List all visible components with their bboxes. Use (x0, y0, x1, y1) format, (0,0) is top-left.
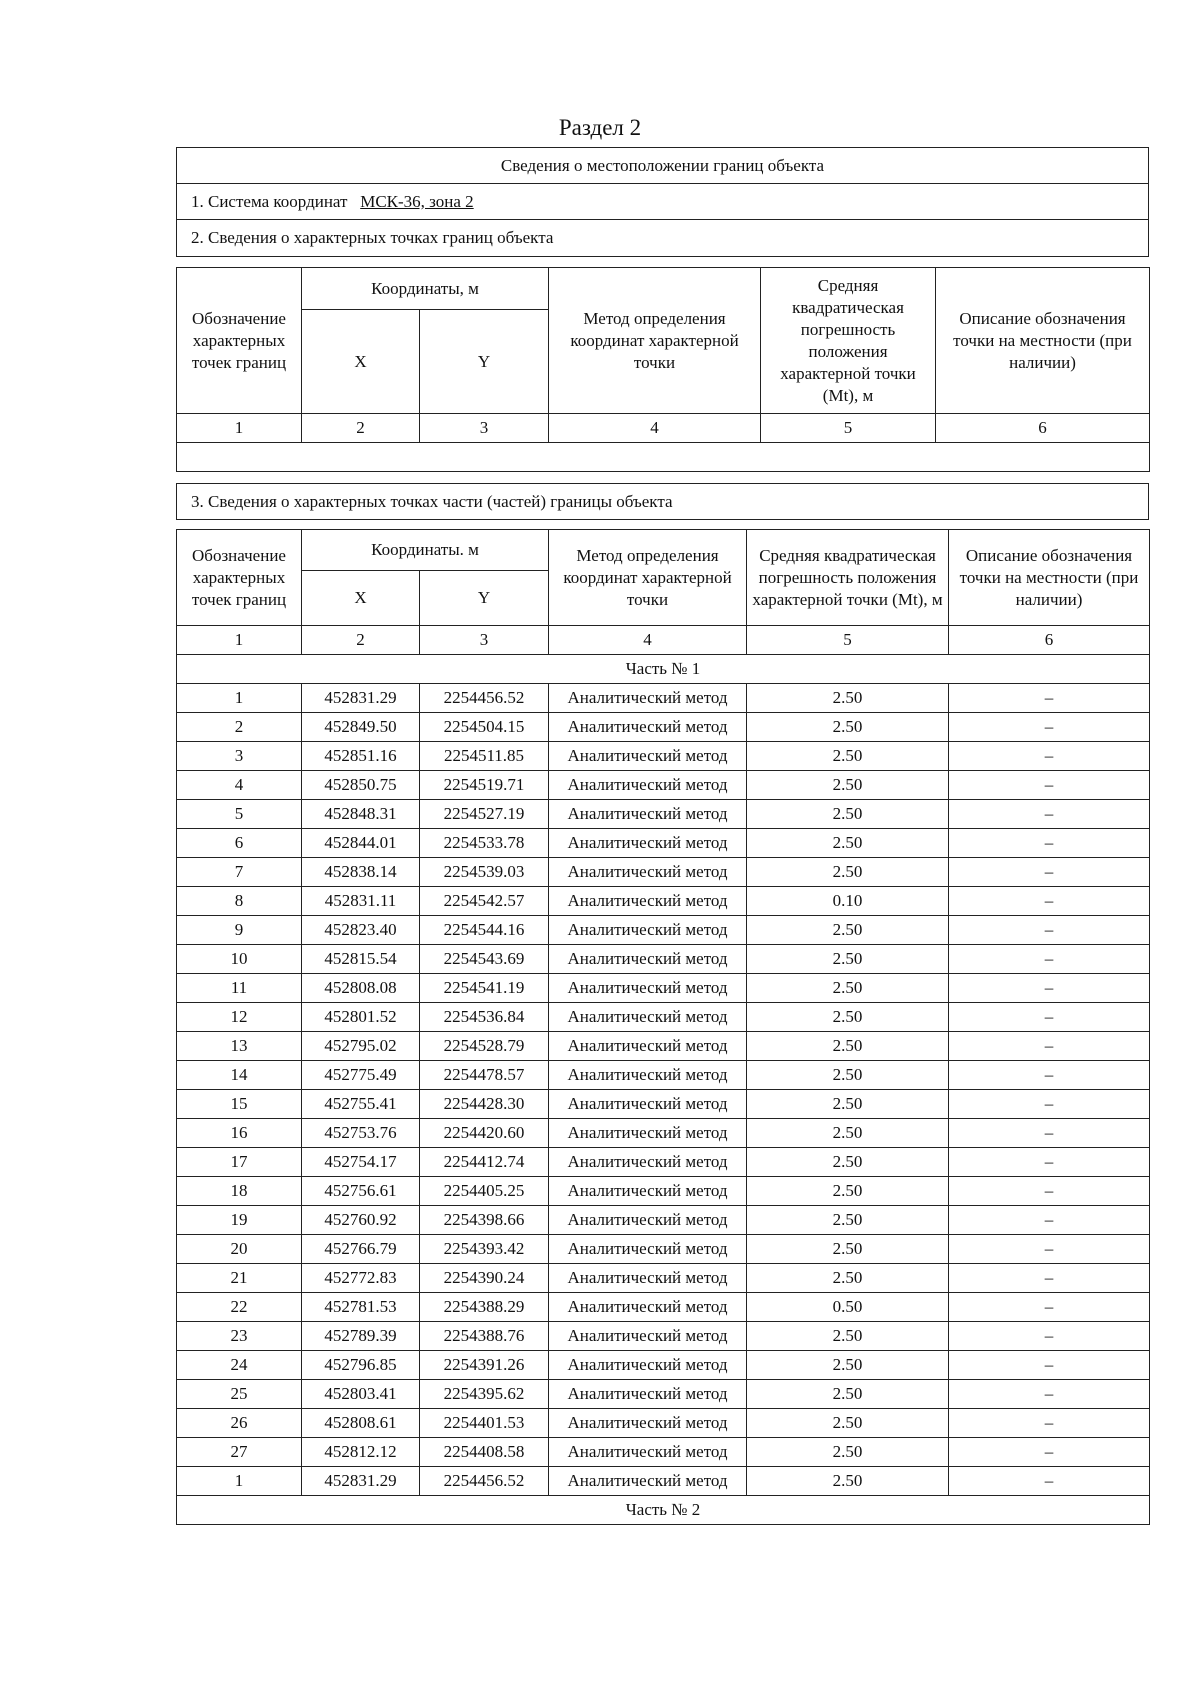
mean-error: 2.50 (747, 742, 949, 771)
boundary-points-table (176, 267, 1150, 472)
description: – (949, 800, 1150, 829)
coord-y: 2254542.57 (420, 887, 549, 916)
description: – (949, 1032, 1150, 1061)
section-title: Раздел 2 (558, 115, 642, 140)
coord-x: 452753.76 (302, 1119, 420, 1148)
table-row (177, 945, 1150, 974)
coord-x: 452838.14 (302, 858, 420, 887)
method: Аналитический метод (549, 1409, 747, 1438)
coord-x: 452772.83 (302, 1264, 420, 1293)
description: – (949, 1206, 1150, 1235)
coordinate-system-value: МСК-36, зона 2 (360, 192, 474, 211)
coord-x: 452789.39 (302, 1322, 420, 1351)
table-row (177, 974, 1150, 1003)
column-number: 1 (177, 414, 302, 443)
coord-y: 2254420.60 (420, 1119, 549, 1148)
coord-y: 2254405.25 (420, 1177, 549, 1206)
description: – (949, 829, 1150, 858)
header-error: Средняя квадратическая погрешность положения характерной точки (Mt), м (761, 268, 936, 414)
header-coordinates: Координаты. м (302, 530, 549, 571)
point-id: 21 (177, 1264, 302, 1293)
table-row (177, 858, 1150, 887)
method: Аналитический метод (549, 1090, 747, 1119)
coord-y: 2254504.15 (420, 713, 549, 742)
description: – (949, 1409, 1150, 1438)
method: Аналитический метод (549, 1380, 747, 1409)
mean-error: 2.50 (747, 1380, 949, 1409)
description: – (949, 684, 1150, 713)
description: – (949, 858, 1150, 887)
method: Аналитический метод (549, 1032, 747, 1061)
table-row (177, 1235, 1150, 1264)
coord-x: 452795.02 (302, 1032, 420, 1061)
table-row (177, 1351, 1150, 1380)
mean-error: 2.50 (747, 1177, 949, 1206)
description: – (949, 1264, 1150, 1293)
description: – (949, 1438, 1150, 1467)
point-id: 20 (177, 1235, 302, 1264)
table-row (177, 1177, 1150, 1206)
method: Аналитический метод (549, 1438, 747, 1467)
mean-error: 2.50 (747, 771, 949, 800)
table-row (177, 1409, 1150, 1438)
mean-error: 0.50 (747, 1293, 949, 1322)
coord-y: 2254519.71 (420, 771, 549, 800)
table-row (177, 1148, 1150, 1177)
point-id: 1 (177, 1467, 302, 1496)
point-id: 17 (177, 1148, 302, 1177)
column-number: 4 (549, 414, 761, 443)
point-id: 7 (177, 858, 302, 887)
mean-error: 2.50 (747, 1206, 949, 1235)
table-row (177, 1438, 1150, 1467)
description: – (949, 1322, 1150, 1351)
table-row (177, 887, 1150, 916)
point-id: 8 (177, 887, 302, 916)
mean-error: 2.50 (747, 684, 949, 713)
coord-y: 2254412.74 (420, 1148, 549, 1177)
description: – (949, 1003, 1150, 1032)
table-row (177, 800, 1150, 829)
method: Аналитический метод (549, 1264, 747, 1293)
coordinate-system-label: 1. Система координат (191, 192, 348, 211)
coord-x: 452831.29 (302, 1467, 420, 1496)
coord-x: 452850.75 (302, 771, 420, 800)
header-designation: Обозначение характерных точек границ (177, 268, 302, 414)
mean-error: 2.50 (747, 1003, 949, 1032)
point-id: 3 (177, 742, 302, 771)
coord-y: 2254544.16 (420, 916, 549, 945)
header-description: Описание обозначения точки на местности (при наличии) (936, 268, 1150, 414)
mean-error: 2.50 (747, 829, 949, 858)
point-id: 1 (177, 684, 302, 713)
coord-y: 2254393.42 (420, 1235, 549, 1264)
table-row (177, 1206, 1150, 1235)
method: Аналитический метод (549, 742, 747, 771)
mean-error: 2.50 (747, 974, 949, 1003)
column-number: 5 (761, 414, 936, 443)
method: Аналитический метод (549, 1206, 747, 1235)
column-number: 3 (420, 626, 549, 655)
table-row (177, 916, 1150, 945)
table-row (177, 1061, 1150, 1090)
coord-y: 2254388.76 (420, 1322, 549, 1351)
description: – (949, 1119, 1150, 1148)
point-id: 5 (177, 800, 302, 829)
point-id: 24 (177, 1351, 302, 1380)
method: Аналитический метод (549, 684, 747, 713)
coord-x: 452808.61 (302, 1409, 420, 1438)
header-method: Метод определения координат характерной точки (549, 268, 761, 414)
part-1-label: Часть № 1 (177, 655, 1150, 684)
method: Аналитический метод (549, 1177, 747, 1206)
column-number: 6 (949, 626, 1150, 655)
method: Аналитический метод (549, 1003, 747, 1032)
point-id: 23 (177, 1322, 302, 1351)
coord-y: 2254390.24 (420, 1264, 549, 1293)
mean-error: 2.50 (747, 1090, 949, 1119)
table-row (177, 1467, 1150, 1496)
column-number: 4 (549, 626, 747, 655)
table-row (177, 684, 1150, 713)
point-id: 13 (177, 1032, 302, 1061)
table-row (177, 1293, 1150, 1322)
column-number: 2 (302, 414, 420, 443)
point-id: 15 (177, 1090, 302, 1119)
method: Аналитический метод (549, 771, 747, 800)
mean-error: 0.10 (747, 887, 949, 916)
method: Аналитический метод (549, 829, 747, 858)
mean-error: 2.50 (747, 1467, 949, 1496)
method: Аналитический метод (549, 1467, 747, 1496)
mean-error: 2.50 (747, 858, 949, 887)
coord-x: 452823.40 (302, 916, 420, 945)
coordinate-system-row (177, 184, 1148, 220)
description: – (949, 1148, 1150, 1177)
coord-y: 2254528.79 (420, 1032, 549, 1061)
method: Аналитический метод (549, 974, 747, 1003)
point-id: 2 (177, 713, 302, 742)
coord-x: 452754.17 (302, 1148, 420, 1177)
coord-y: 2254527.19 (420, 800, 549, 829)
mean-error: 2.50 (747, 945, 949, 974)
coord-x: 452801.52 (302, 1003, 420, 1032)
coord-x: 452760.92 (302, 1206, 420, 1235)
header-description: Описание обозначения точки на местности (при наличии) (949, 530, 1150, 626)
method: Аналитический метод (549, 1235, 747, 1264)
method: Аналитический метод (549, 713, 747, 742)
mean-error: 2.50 (747, 1322, 949, 1351)
description: – (949, 945, 1150, 974)
coord-x: 452766.79 (302, 1235, 420, 1264)
coord-x: 452808.08 (302, 974, 420, 1003)
table-row (177, 1003, 1150, 1032)
point-id: 4 (177, 771, 302, 800)
coord-y: 2254478.57 (420, 1061, 549, 1090)
coord-y: 2254395.62 (420, 1380, 549, 1409)
coord-x: 452781.53 (302, 1293, 420, 1322)
table-row (177, 1032, 1150, 1061)
method: Аналитический метод (549, 887, 747, 916)
description: – (949, 1177, 1150, 1206)
point-rows (177, 684, 1150, 1496)
method: Аналитический метод (549, 800, 747, 829)
header-x: X (302, 571, 420, 626)
coord-y: 2254398.66 (420, 1206, 549, 1235)
part-2-label: Часть № 2 (177, 1496, 1150, 1525)
header-method: Метод определения координат характерной точки (549, 530, 747, 626)
mean-error: 2.50 (747, 713, 949, 742)
mean-error: 2.50 (747, 916, 949, 945)
description: – (949, 1351, 1150, 1380)
header-y: Y (420, 571, 549, 626)
method: Аналитический метод (549, 1119, 747, 1148)
header-error: Средняя квадратическая погрешность положения характерной точки (Mt), м (747, 530, 949, 626)
description: – (949, 713, 1150, 742)
table-row (177, 1119, 1150, 1148)
coord-x: 452851.16 (302, 742, 420, 771)
column-number: 6 (936, 414, 1150, 443)
coord-x: 452848.31 (302, 800, 420, 829)
mean-error: 2.50 (747, 1264, 949, 1293)
coord-y: 2254533.78 (420, 829, 549, 858)
method: Аналитический метод (549, 1061, 747, 1090)
point-id: 16 (177, 1119, 302, 1148)
method: Аналитический метод (549, 945, 747, 974)
coord-y: 2254388.29 (420, 1293, 549, 1322)
coord-x: 452796.85 (302, 1351, 420, 1380)
table-row (177, 771, 1150, 800)
description: – (949, 771, 1150, 800)
coord-y: 2254456.52 (420, 684, 549, 713)
point-id: 6 (177, 829, 302, 858)
column-number: 3 (420, 414, 549, 443)
coord-x: 452775.49 (302, 1061, 420, 1090)
column-number: 5 (747, 626, 949, 655)
description: – (949, 1380, 1150, 1409)
mean-error: 2.50 (747, 800, 949, 829)
point-id: 26 (177, 1409, 302, 1438)
description: – (949, 887, 1150, 916)
coord-x: 452831.11 (302, 887, 420, 916)
point-id: 11 (177, 974, 302, 1003)
method: Аналитический метод (549, 1351, 747, 1380)
coord-y: 2254536.84 (420, 1003, 549, 1032)
coord-x: 452815.54 (302, 945, 420, 974)
coord-y: 2254511.85 (420, 742, 549, 771)
description: – (949, 1235, 1150, 1264)
mean-error: 2.50 (747, 1061, 949, 1090)
table-row (177, 1264, 1150, 1293)
description: – (949, 974, 1150, 1003)
coord-x: 452812.12 (302, 1438, 420, 1467)
table-row (177, 1322, 1150, 1351)
point-id: 10 (177, 945, 302, 974)
coord-y: 2254428.30 (420, 1090, 549, 1119)
mean-error: 2.50 (747, 1235, 949, 1264)
mean-error: 2.50 (747, 1438, 949, 1467)
table-row (177, 829, 1150, 858)
point-id: 12 (177, 1003, 302, 1032)
description: – (949, 1467, 1150, 1496)
empty-row (177, 443, 1150, 472)
coord-x: 452756.61 (302, 1177, 420, 1206)
description: – (949, 1090, 1150, 1119)
coord-x: 452755.41 (302, 1090, 420, 1119)
table-row (177, 1380, 1150, 1409)
point-id: 9 (177, 916, 302, 945)
points-heading: 2. Сведения о характерных точках границ объекта (191, 228, 554, 247)
point-id: 27 (177, 1438, 302, 1467)
method: Аналитический метод (549, 1148, 747, 1177)
description: – (949, 1061, 1150, 1090)
coord-x: 452831.29 (302, 684, 420, 713)
coord-y: 2254543.69 (420, 945, 549, 974)
point-id: 14 (177, 1061, 302, 1090)
mean-error: 2.50 (747, 1409, 949, 1438)
column-number: 2 (302, 626, 420, 655)
method: Аналитический метод (549, 858, 747, 887)
coord-y: 2254541.19 (420, 974, 549, 1003)
point-id: 19 (177, 1206, 302, 1235)
coord-y: 2254408.58 (420, 1438, 549, 1467)
mean-error: 2.50 (747, 1148, 949, 1177)
method: Аналитический метод (549, 916, 747, 945)
table-row (177, 1090, 1150, 1119)
header-y: Y (420, 310, 549, 414)
coord-x: 452849.50 (302, 713, 420, 742)
coord-y: 2254391.26 (420, 1351, 549, 1380)
table-row (177, 713, 1150, 742)
description: – (949, 742, 1150, 771)
coord-x: 452803.41 (302, 1380, 420, 1409)
header-designation: Обозначение характерных точек границ (177, 530, 302, 626)
coord-y: 2254539.03 (420, 858, 549, 887)
object-location-header (176, 147, 1149, 257)
coord-y: 2254456.52 (420, 1467, 549, 1496)
coord-x: 452844.01 (302, 829, 420, 858)
mean-error: 2.50 (747, 1032, 949, 1061)
method: Аналитический метод (549, 1322, 747, 1351)
header-coordinates: Координаты, м (302, 268, 549, 310)
table-row (177, 742, 1150, 771)
coord-y: 2254401.53 (420, 1409, 549, 1438)
point-id: 25 (177, 1380, 302, 1409)
description: – (949, 1293, 1150, 1322)
column-number: 1 (177, 626, 302, 655)
mean-error: 2.50 (747, 1119, 949, 1148)
point-id: 18 (177, 1177, 302, 1206)
location-info-title: Сведения о местоположении границ объекта (177, 148, 1148, 184)
method: Аналитический метод (549, 1293, 747, 1322)
parts-heading: 3. Сведения о характерных точках части (частей) границы объекта (176, 483, 1149, 520)
part-points-table (176, 529, 1150, 1525)
point-id: 22 (177, 1293, 302, 1322)
mean-error: 2.50 (747, 1351, 949, 1380)
description: – (949, 916, 1150, 945)
header-x: X (302, 310, 420, 414)
